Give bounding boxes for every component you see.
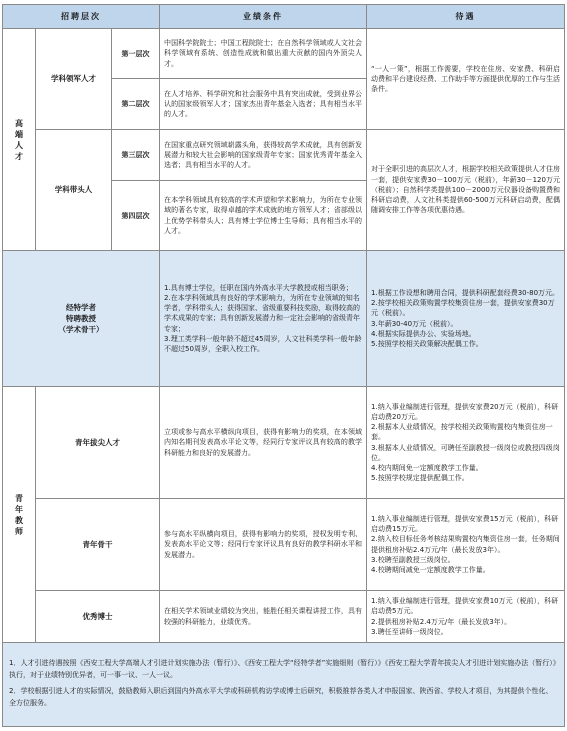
benefit-gugan: 1.纳入事业编制进行管理，提供安家费15万元（税前），科研启动费15万元。 2.纳入校目标任务考核结果购置校内集资住房一套，任务期间提供租房补贴2.4万元/年（最长发放3年）。 3.校聘至副教授三级岗位。 4.校聘期间减免一定额度教学工作量。 xyxy=(367,499,565,591)
condition-level-1: 中国科学院院士；中国工程院院士；在自然科学领域或人文社会科学领域有系统、创造性成就和做出重大贡献的国内外顶尖人才。 xyxy=(160,29,367,79)
condition-level-3: 在国家重点研究领域崭露头角，获得较高学术成就，具有创新发展潜力和较大社会影响的国家级青年专家；国家优秀青年基金入选者；具有相当水平的人才。 xyxy=(160,130,367,181)
category-daitou: 学科带头人 xyxy=(36,130,112,251)
footnotes xyxy=(3,643,565,727)
benefit-bajian: 1.纳入事业编制进行管理，提供安家费20万元（税前），科研启动费20万元。 2.根据本人业绩情况，按学校相关政策购置校内集资住房一套。 3.根据本人业绩情况，可聘任至副教授一级岗位或教授四级岗位。 4.校内期间免一定额度教学工作量。 5.按照学校规定提供配偶工作。 xyxy=(367,387,565,499)
level-3: 第三层次 xyxy=(112,130,160,181)
recruitment-table xyxy=(2,4,565,727)
footnote-1: 1．人才引进待遇按照《西安工程大学高端人才引进计划实施办法（暂行）》、《西安工程大学“经特学者”实施细则（暂行）》《西安工程大学青年拔尖人才引进计划实施办法（暂行）》执行，对于业绩特别优异者，可一事一议、一人一议。 xyxy=(9,658,557,679)
header-benefit: 待遇 xyxy=(367,5,565,29)
condition-gugan: 参与高水平纵横向项目，获得有影响力的奖项，授权发明专利、发表高水平论文等；经同行专家评议具有良好的教学科研水平和发展潜力。 xyxy=(160,499,367,591)
category-gugan: 青年骨干 xyxy=(36,499,160,591)
category-boshi: 优秀博士 xyxy=(36,591,160,643)
benefit-tegpin: 1.根据工作设想和聘用合同，提供科研配套经费30-80万元。 2.按学校相关政策购置学校集资住房一套，提供安家费30万元（税前）。 3.年薪30-40万元（税前）。 4.根据实际提供办公、实验场地。 5.按照学校相关政策解决配偶工作。 xyxy=(367,251,565,387)
header-level: 招聘层次 xyxy=(3,5,160,29)
condition-boshi: 在相关学术领域业绩较为突出，能胜任相关课程讲授工作，具有较强的科研能力，业绩优秀。 xyxy=(160,591,367,643)
benefit-daitou: 对于全职引进的高层次人才，根据学校相关政策提供人才住房一套，提供安家费30－100万元（税前），年薪30－120万元（税前）；自然科学类提供100－2000万元仪器设备购置费和科研启动费，人文社科类提供60-500万元科研启动费，配偶随调安排工作等各项优惠待遇。 xyxy=(367,130,565,251)
footnote-2: 2．学校根据引进人才的实际情况，鼓励教师入职后到国内外高水平大学或科研机构访学或博士后研究，积极推荐各类人才申报国家、陕西省、学校人才项目，为其提供个性化、全方位服务。 xyxy=(9,686,553,707)
benefit-lingjun: “一人一策”，根据工作需要，学校在住房、安家费、科研启动费和平台建设经费、工作助手等方面提供优厚的工作与生活条件。 xyxy=(367,29,565,130)
category-lingjun: 学科领军人才 xyxy=(36,29,112,130)
condition-bajian: 立项或参与高水平横纵向项目，获得有影响力的奖项，在本领域内知名期刊发表高水平论文等，经同行专家评议具有较高的教学科研能力和良好的发展潜力。 xyxy=(160,387,367,499)
benefit-boshi: 1.纳入事业编制进行管理，提供安家费10万元（税前），科研启动费5万元。 2.提供租房补贴2.4万元/年（最长发放3年）。 3.聘任至讲师一级岗位。 xyxy=(367,591,565,643)
category-bajian: 青年拔尖人才 xyxy=(36,387,160,499)
condition-tegpin: 1.具有博士学位，任职在国内外高水平大学教授或相当职务； 2.在本学科领域具有良好的学术影响力，为所在专业领域的知名学者，学科带头人；获得国家、省级重要科技奖励，取得较高的学术成果的专家；具有创新发展潜力和一定社会影响的省级青年专家； 3.理工类学科一般年龄不超过45周岁，人文社科类学科一般年龄不超过50周岁，全职入校工作。 xyxy=(160,251,367,387)
category-tegpin: 经特学者 特聘教授 （学术骨干） xyxy=(3,251,160,387)
level-2: 第二层次 xyxy=(112,79,160,130)
group-gaoduan: 高 端 人 才 xyxy=(3,29,36,251)
level-4: 第四层次 xyxy=(112,181,160,251)
level-1: 第一层次 xyxy=(112,29,160,79)
group-qingnian: 青 年 教 师 xyxy=(3,387,36,643)
header-condition: 业绩条件 xyxy=(160,5,367,29)
condition-level-2: 在人才培养、科学研究和社会服务中具有突出成就，受到业界公认的国家级领军人才；国家杰出青年基金入选者；具有相当水平的人才。 xyxy=(160,79,367,130)
condition-level-4: 在本学科领域具有较高的学术声望和学术影响力，为所在专业领域的著名专家，取得卓越的学术成就的地方领军人才；省部级以上优势学科带头人；具有博士学位博士生导师；具有相当水平的人才。 xyxy=(160,181,367,251)
